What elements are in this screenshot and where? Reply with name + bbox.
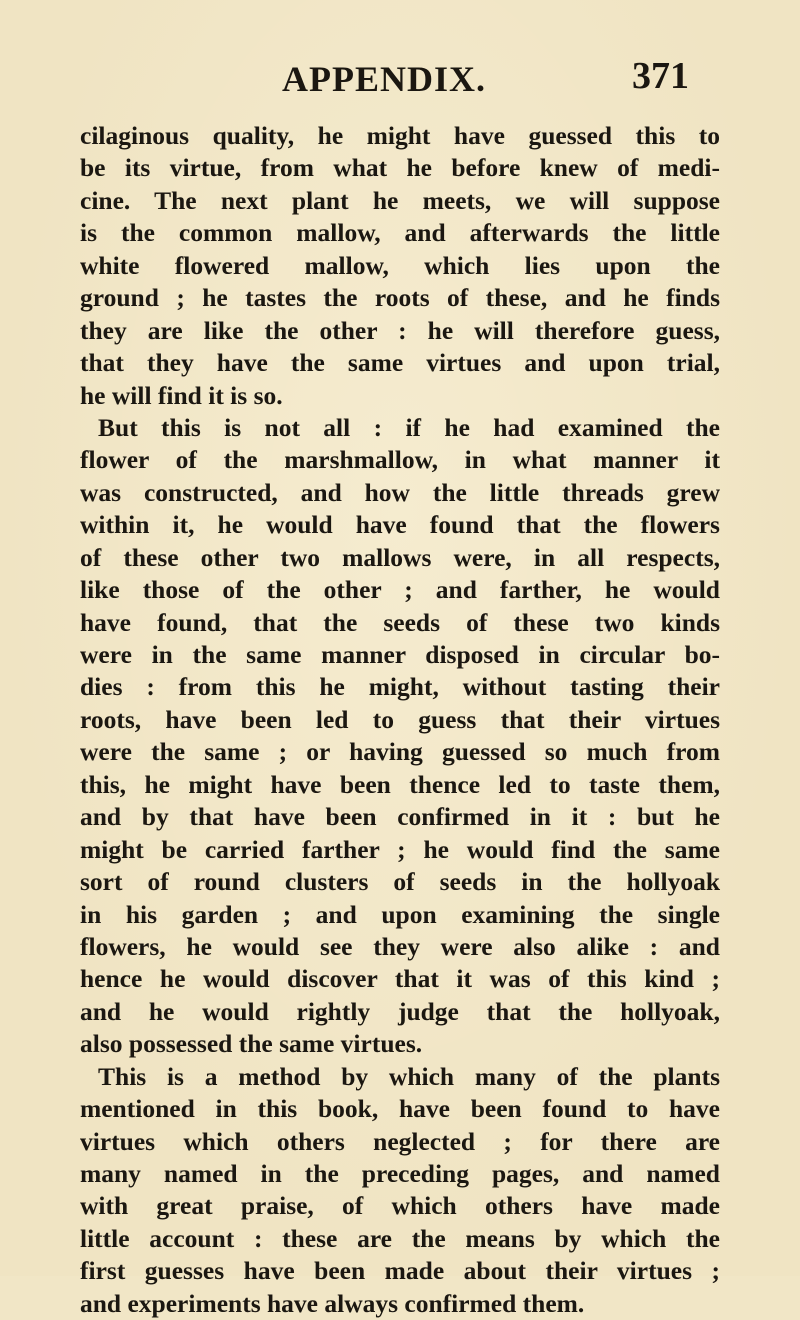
text-line: mentioned in this book, have been found to have [80,1094,720,1124]
text-line: this, he might have been thence led to taste them, [80,769,720,799]
text-line: within it, he would have found that the flowers [80,510,720,540]
paragraph-start-line: But this is not all : if he had examined the [98,412,720,442]
text-line: they are like the other : he will therefore guess, [80,315,720,345]
text-line: might be carried farther ; he would find the same [80,834,720,864]
text-line: many named in the preceding pages, and named [80,1159,720,1188]
text-line: and he would rightly judge that the hollyoak, [80,996,720,1026]
text-line: were in the same manner disposed in circular bo- [80,640,720,669]
text-line: cine. The next plant he meets, we will suppose [80,185,720,215]
page-header [0,55,800,108]
text-line: is the common mallow, and afterwards the little [80,218,720,248]
text-line: also possessed the same virtues. [80,1029,423,1059]
text-line: with great praise, of which others have made [80,1191,720,1221]
text-line: first guesses have been made about their virtues ; [80,1256,720,1286]
text-line: roots, have been led to guess that their virtues [80,704,720,734]
text-line: virtues which others neglected ; for there are [80,1126,720,1156]
text-line: he will find it is so. [80,380,283,410]
text-line: flower of the marshmallow, in what manner it [80,445,720,475]
text-line: ground ; he tastes the roots of these, and he finds [80,283,720,313]
text-line: flowers, he would see they were also alike : and [80,931,720,961]
text-line: sort of round clusters of seeds in the hollyoak [80,867,720,897]
text-line: have found, that the seeds of these two kinds [80,607,720,637]
text-line: of these other two mallows were, in all respects, [80,542,720,572]
text-line: was constructed, and how the little threads grew [80,477,720,507]
text-line: that they have the same virtues and upon trial, [80,348,720,378]
running-head: APPENDIX. [282,59,486,99]
text-line: were the same ; or having guessed so much from [80,737,720,767]
text-line: little account : these are the means by which the [80,1223,720,1253]
body-text [80,120,720,1320]
text-line: like those of the other ; and farther, he would [80,575,720,605]
text-line: hence he would discover that it was of this kind ; [80,964,720,994]
text-line: white flowered mallow, which lies upon the [80,250,720,280]
text-line: dies : from this he might, without tasting their [80,672,720,702]
text-line: cilaginous quality, he might have guessed this to [80,121,720,150]
text-line: in his garden ; and upon examining the single [80,899,720,929]
text-line: be its virtue, from what he before knew of medi- [80,153,720,183]
text-line: and by that have been confirmed in it : but he [80,802,720,832]
text-line: and experiments have always confirmed them. [80,1288,585,1318]
page-number: 371 [632,55,689,97]
paragraph-start-line: This is a method by which many of the plants [98,1061,720,1091]
